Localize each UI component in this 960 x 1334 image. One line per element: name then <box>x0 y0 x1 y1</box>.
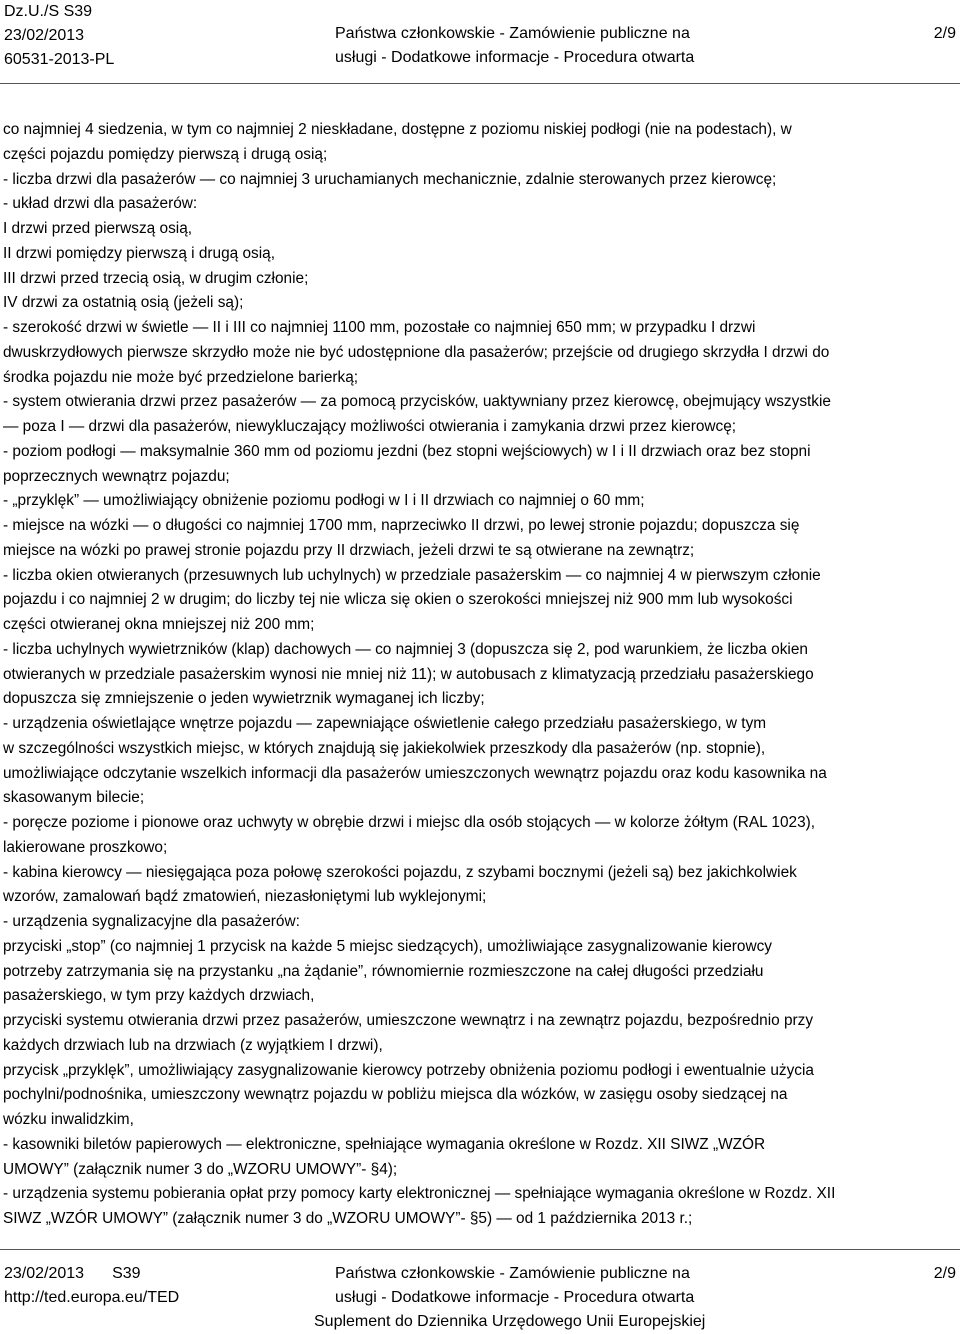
body-line: wózku inwalidzkim, <box>3 1111 134 1128</box>
body-line: umożliwiające odczytanie wszelkich informacji dla pasażerów umieszczonych wewnątrz pojazdu oraz kodu kasownika na <box>3 764 827 782</box>
body-line: w szczególności wszystkich miejsc, w których znajdują się jakiekolwiek przeszkody dla pasażerów (np. stopnie), <box>3 739 766 757</box>
body-line: otwieranych w przedziale pasażerskim wynosi nie mniej niż 11); w autobusach z klimatyzacją przedziału pasażerskiego <box>3 665 814 683</box>
footer-left <box>4 1262 179 1310</box>
header-title-line2: usługi - Dodatkowe informacje - Procedura otwarta <box>335 49 695 66</box>
body-line: - układ drzwi dla pasażerów: <box>3 195 198 213</box>
body-line: środka pojazdu nie może być przedzielone barierką; <box>3 368 359 386</box>
body-line: miejsce na wózki po prawej stronie pojazdu przy II drzwiach, jeżeli drzwi te są otwierane na zewnątrz; <box>3 541 695 559</box>
body-line: UMOWY” (załącznik numer 3 do „WZORU UMOWY”- §4); <box>3 1160 398 1178</box>
body-line: części otwieranej okna mniejszej niż 200 mm; <box>3 616 315 633</box>
header-date: 23/02/2013 <box>4 27 85 44</box>
body-line: części pojazdu pomiędzy pierwszą i drugą osią; <box>3 145 328 163</box>
body-line: skasowanym bilecie; <box>3 789 145 807</box>
body-line: przyciski „stop” (co najmniej 1 przycisk na każde 5 miejsc siedzących), umożliwiające zasygnalizowanie kierowcy <box>3 937 772 955</box>
footer-page-number: 2/9 <box>933 1265 956 1282</box>
header-divider <box>0 83 960 84</box>
footer-date: 23/02/2013 <box>4 1265 85 1282</box>
body-line: pasażerskiego, w tym przy każdych drzwiach, <box>3 987 315 1005</box>
body-line: - poręcze poziome i pionowe oraz uchwyty w obrębie drzwi i miejsc dla osób stojących — w kolorze żółtym (RAL 1023), <box>3 814 816 831</box>
body-line: III drzwi przed trzecią osią, w drugim członie; <box>3 269 309 287</box>
body-line: dwuskrzydłowych pierwsze skrzydło może nie być udostępnione dla pasażerów; przejście od drugiego skrzydła I drzwi do <box>3 343 830 361</box>
header-left <box>4 0 114 72</box>
notice-id: 60531-2013-PL <box>4 51 115 68</box>
body-line: - urządzenia systemu pobierania opłat przy pomocy karty elektronicznej — spełniające wymagania określone w Rozdz. XII <box>3 1185 836 1203</box>
body-line: każdych drzwiach lub na drzwiach (z wyjątkiem I drzwi), <box>3 1036 383 1054</box>
page-header <box>0 0 960 80</box>
body-line: - liczba drzwi dla pasażerów — co najmniej 3 uruchamianych mechanicznie, zdalnie sterowanych przez kierowcę; <box>3 170 777 188</box>
header-page-number: 2/9 <box>933 25 956 42</box>
footer-title-line2: usługi - Dodatkowe informacje - Procedura otwarta <box>335 1289 695 1306</box>
body-line: IV drzwi za ostatnią osią (jeżeli są); <box>3 294 244 312</box>
body-line: pojazdu i co najmniej 2 w drugim; do liczby tej nie wlicza się okien o szerokości mniejszej niż 900 mm lub wysokości <box>3 591 793 609</box>
body-line: - szerokość drzwi w świetle — II i III co najmniej 1100 mm, pozostałe co najmniej 650 mm; w przypadku I drzwi <box>3 319 756 336</box>
body-line: - system otwierania drzwi przez pasażerów — za pomocą przycisków, uaktywniany przez kierowcę, obejmujący wszystkie <box>3 393 831 411</box>
body-line: - kasowniki biletów papierowych — elektroniczne, spełniające wymagania określone w Rozdz. XII SIWZ „WZÓR <box>3 1135 766 1153</box>
body-line: pochylni/podnośnika, umieszczony wewnątrz pojazdu w pobliżu miejsca dla wózków, w zasięgu osoby siedzącej na <box>3 1086 788 1104</box>
body-line: przycisk „przyklęk”, umożliwiający zasygnalizowanie kierowcy potrzeby obniżenia poziomu podłogi i ewentualnie użycia <box>3 1061 814 1079</box>
footer-series: S39 <box>112 1265 141 1282</box>
body-line: przyciski systemu otwierania drzwi przez pasażerów, umieszczone wewnątrz i na zewnątrz pojazdu, bezpośrednio przy <box>3 1012 814 1029</box>
body-line: potrzeby zatrzymania się na przystanku „na żądanie”, równomiernie rozmieszczone na całej długości przedziału <box>3 962 764 980</box>
body-line: dopuszcza się zmniejszenie o jeden wywietrznik wymaganej ich liczby; <box>3 690 485 708</box>
body-line: - kabina kierowcy — niesięgająca poza połowę szerokości pojazdu, z szybami bocznymi (jeżeli są) bez jakichkolwiek <box>3 863 797 881</box>
footer-url[interactable]: http://ted.europa.eu/TED <box>4 1289 180 1306</box>
body-line: co najmniej 4 siedzenia, w tym co najmniej 2 nieskładane, dostępne z poziomu niskiej podłogi (nie na podestach), w <box>3 121 792 138</box>
footer-title <box>314 1262 705 1334</box>
body-line: I drzwi przed pierwszą osią, <box>3 220 193 237</box>
body-text <box>3 118 958 1232</box>
header-title-line1: Państwa członkowskie - Zamówienie publiczne na <box>335 25 690 42</box>
body-line: — poza I — drzwi dla pasażerów, niewykluczający możliwości otwierania i zamykania drzwi przez kierowcę; <box>3 418 737 435</box>
body-line: - poziom podłogi — maksymalnie 360 mm od poziomu jezdni (bez stopni wejściowych) w I i II drzwiach oraz bez stopni <box>3 442 811 460</box>
footer-divider <box>0 1249 960 1250</box>
footer-title-line3: Suplement do Dziennika Urzędowego Unii Europejskiej <box>314 1313 706 1330</box>
body-line: - miejsce na wózki — o długości co najmniej 1700 mm, naprzeciwko II drzwi, po lewej stronie pojazdu; dopuszcza się <box>3 517 800 534</box>
body-line: - liczba okien otwieranych (przesuwnych lub uchylnych) w przedziale pasażerskim — co najmniej 4 w pierwszym członie <box>3 566 821 584</box>
body-line: - urządzenia oświetlające wnętrze pojazdu — zapewniające oświetlenie całego przedziału pasażerskiego, w tym <box>3 715 767 732</box>
body-line: - liczba uchylnych wywietrzników (klap) dachowych — co najmniej 3 (dopuszcza się 2, pod warunkiem, że liczba okien <box>3 640 808 658</box>
body-line: poprzecznych wewnątrz pojazdu; <box>3 467 230 485</box>
body-line: - „przyklęk” — umożliwiający obniżenie poziomu podłogi w I i II drzwiach co najmniej o 60 mm; <box>3 492 645 510</box>
journal-reference: Dz.U./S S39 <box>4 3 93 20</box>
header-title <box>335 22 694 70</box>
footer-title-line1: Państwa członkowskie - Zamówienie publiczne na <box>335 1265 690 1282</box>
body-line: - urządzenia sygnalizacyjne dla pasażerów: <box>3 913 300 930</box>
body-line: II drzwi pomiędzy pierwszą i drugą osią, <box>3 244 276 262</box>
body-line: lakierowane proszkowo; <box>3 838 168 856</box>
body-line: wzorów, zamalowań bądź zmatowień, niezasłoniętymi lub wyklejonymi; <box>3 888 487 906</box>
body-line: SIWZ „WZÓR UMOWY” (załącznik numer 3 do „WZORU UMOWY”- §5) — od 1 października 2013 r.; <box>3 1210 693 1227</box>
